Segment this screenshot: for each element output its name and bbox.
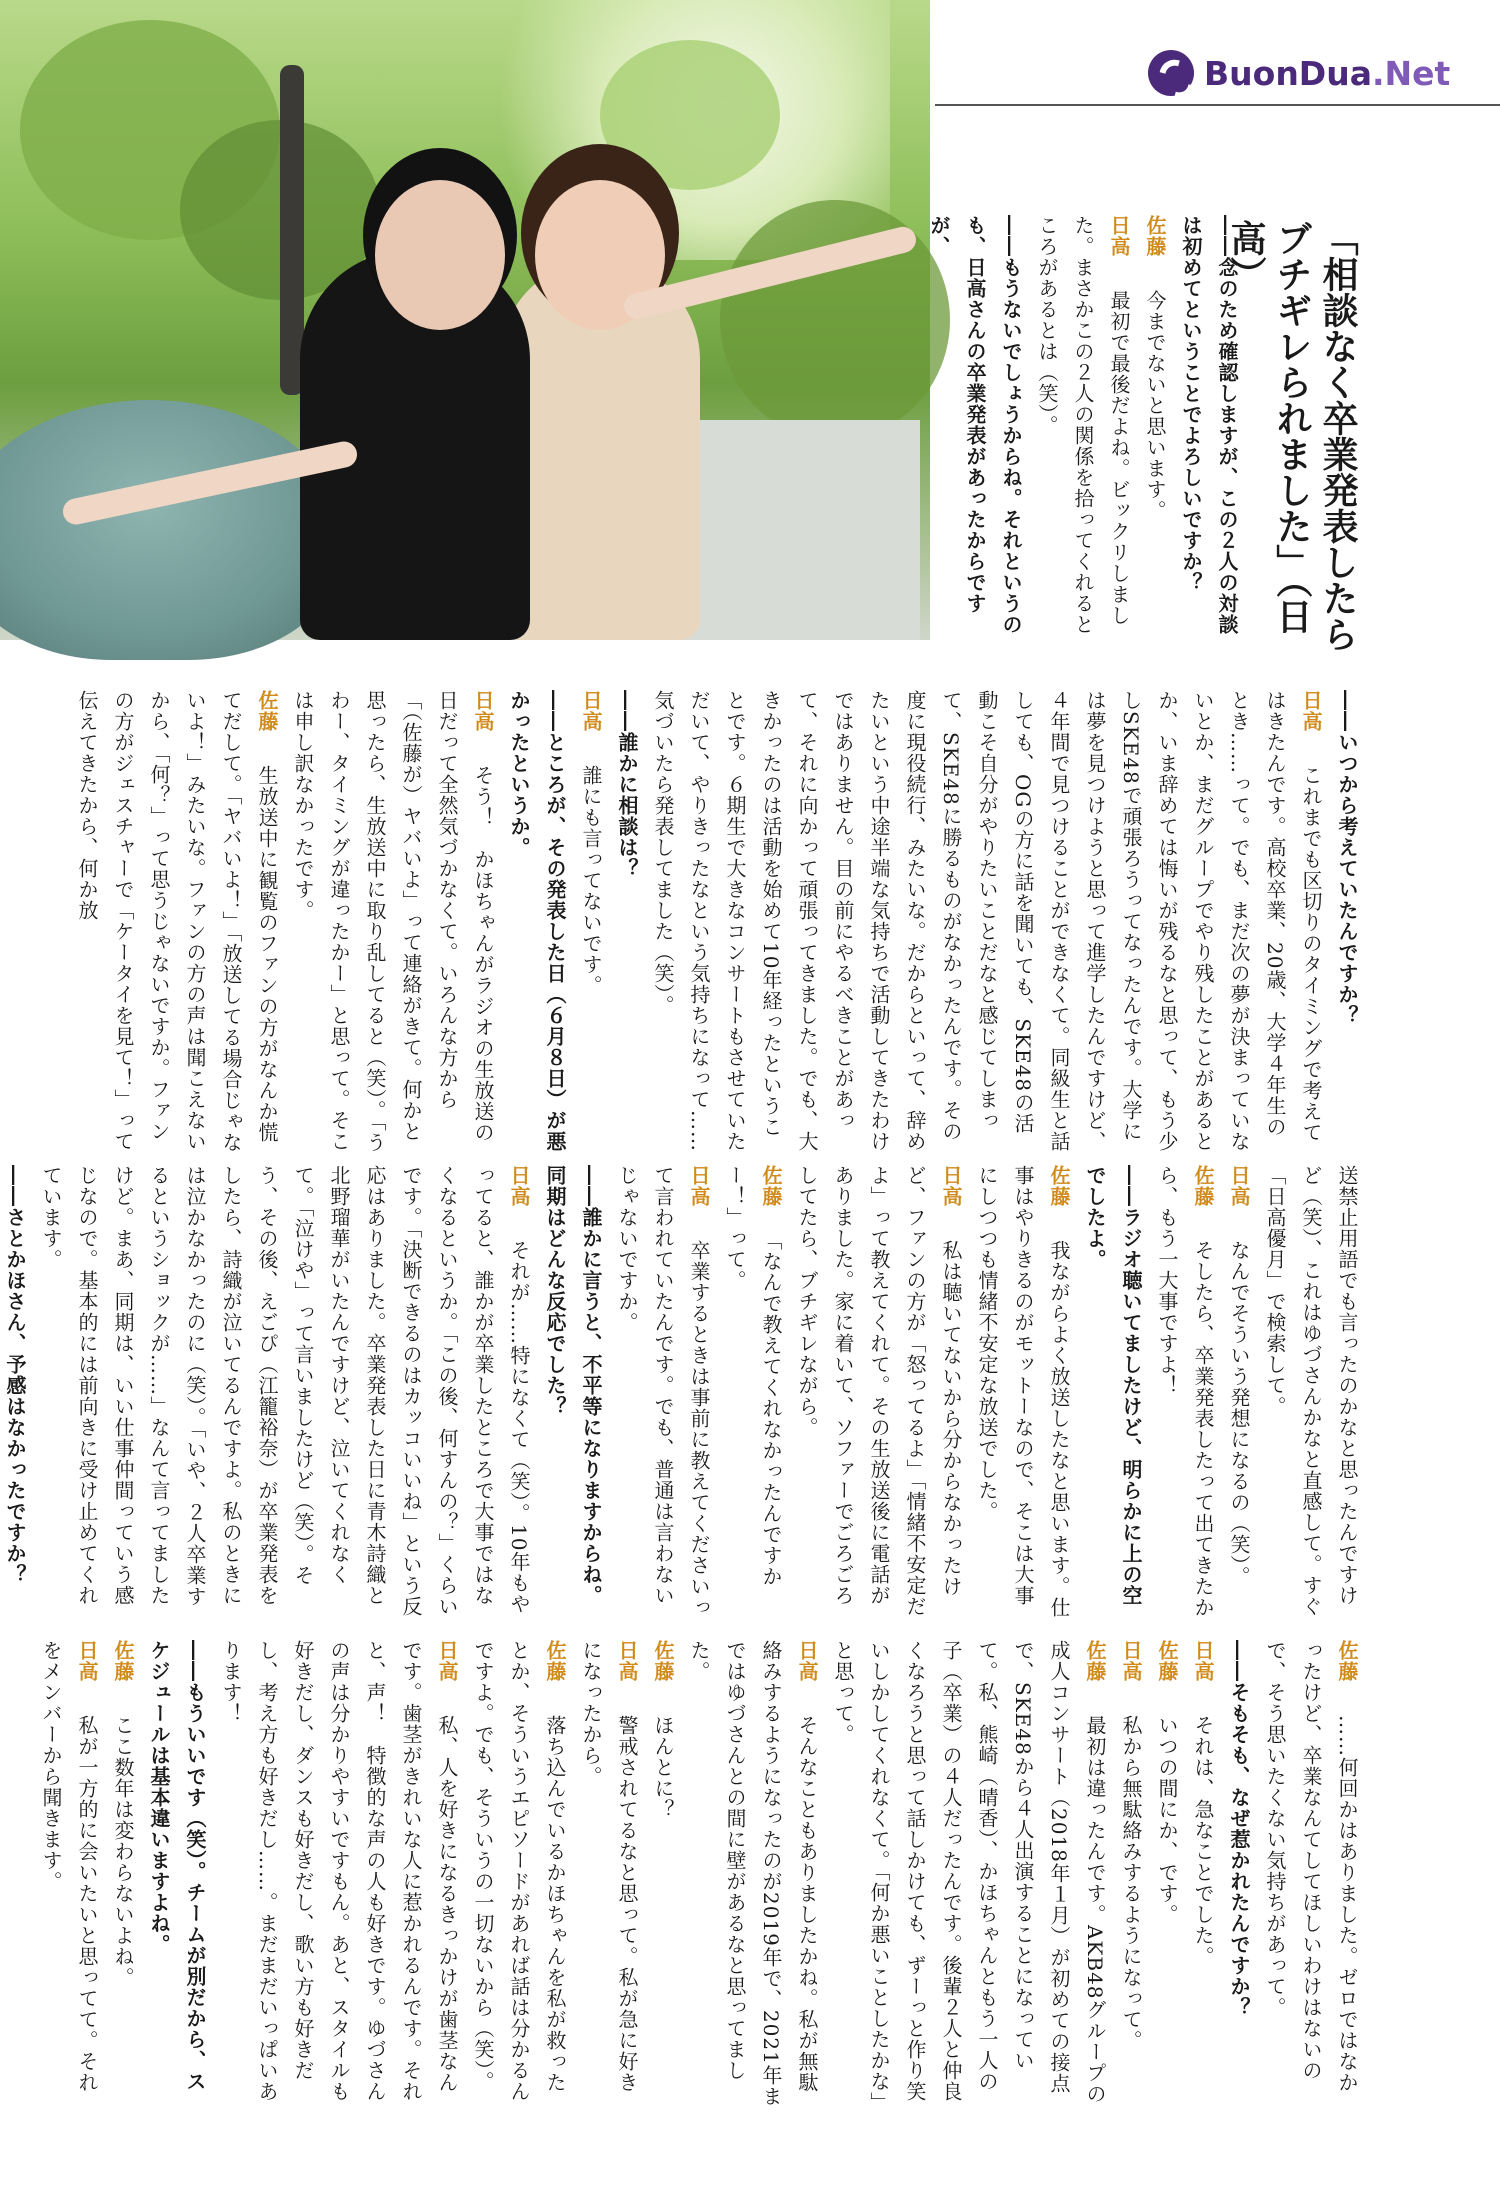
paragraph bbox=[69, 690, 285, 1155]
paragraph bbox=[1029, 215, 1137, 655]
paragraph bbox=[105, 1640, 141, 2110]
speaker-label: 日高 bbox=[75, 1640, 99, 1682]
paragraph bbox=[1137, 215, 1173, 655]
speaker-label: 佐藤 bbox=[255, 690, 279, 732]
speaker-label: 佐藤 bbox=[1047, 1165, 1071, 1207]
paragraph-text: 誰にも言ってないです。 bbox=[579, 765, 603, 996]
paragraph-text: ところが、その発表した日（６月８日）が悪かったというか。 bbox=[507, 690, 567, 1152]
paragraph bbox=[717, 1165, 789, 1625]
text-block-3 bbox=[3, 1165, 1365, 1625]
paragraph bbox=[1113, 1640, 1149, 2110]
paragraph bbox=[1221, 1165, 1257, 1625]
speaker-label: 佐藤 bbox=[1083, 1640, 1107, 1682]
paragraph-text: もういいです（笑）。チームが別だから、スケジュールは基本違いますよね。 bbox=[147, 1640, 207, 2092]
paragraph-text: 誰かに相談は？ bbox=[615, 732, 639, 879]
paragraph bbox=[33, 1165, 537, 1625]
paragraph bbox=[1257, 1165, 1365, 1625]
paragraph-text: 今までないと思います。 bbox=[1143, 290, 1167, 521]
speaker-label: 日高 bbox=[471, 690, 495, 732]
paragraph-text: 最初で最後だよね。ビックリしました。まさかこの２人の関係を拾ってくれるところがあるとは（笑）。 bbox=[1035, 215, 1131, 635]
speaker-label: 日高 bbox=[615, 1640, 639, 1682]
paragraph-text: 私から無駄絡みするようになって。 bbox=[1119, 1715, 1143, 2051]
text-block-1 bbox=[927, 215, 1245, 655]
interviewer-question bbox=[1077, 1165, 1149, 1625]
speaker-label: 日高 bbox=[1299, 690, 1323, 732]
paragraph bbox=[213, 1640, 465, 2110]
paragraph bbox=[1185, 1640, 1221, 2110]
paragraph-text: 警戒されてるなと思って。私が急に好きになったから。 bbox=[579, 1640, 639, 2093]
speaker-label: 日高 bbox=[435, 1640, 459, 1682]
paragraph bbox=[645, 1640, 681, 2110]
paragraph-text: それは、急なことでした。 bbox=[1191, 1715, 1215, 1967]
speaker-label: 日高 bbox=[1227, 1165, 1251, 1207]
paragraph bbox=[465, 1640, 573, 2110]
paragraph-text: これまでも区切りのタイミングで考えてはきたんです。高校卒業、20歳、大学４年生のとき……って。でも、まだ次の夢が決まっていないとか、まだグループでやり残したことがあるとか、いま辞めては悔いが残るなと思って、もう少しSKE48で頑張ろうってなったんです。大学には夢を見つけようと思って進学したんですけど、４年間で見つけることができなくて。同級生と話しても、OGの方に話を聞いても、SKE48の活動こそ自分がやりたいことだなと感じてしまって、SKE48に勝るものがなかったんです。その度に現役続行、みたいな。だからといって、辞めたいという中途半端な気持ちで活動してきたわけではありません。目の前にやるべきことがあって、それに向かって頑張ってきました。でも、大きかったのは活動を始めて10年経ったということです。６期生で大きなコンサートもさせていただいて、やりきったなという気持ちになって……気づいたら発表してました（笑）。 bbox=[651, 690, 1323, 1152]
paragraph bbox=[1149, 1165, 1221, 1625]
photo-sculpture bbox=[0, 400, 340, 660]
speaker-label: 日高 bbox=[579, 690, 603, 732]
paragraph bbox=[969, 1165, 1077, 1625]
paragraph-text: 念のため確認しますが、この２人の対談は初めてということでよろしいですか？ bbox=[1179, 215, 1239, 635]
speaker-label: 佐藤 bbox=[1335, 1640, 1359, 1682]
paragraph bbox=[825, 1640, 1113, 2110]
paragraph bbox=[285, 690, 501, 1155]
speaker-label: 佐藤 bbox=[1155, 1640, 1179, 1682]
paragraph-text: そしたら、卒業発表したって出てきたから、もう一大事ですよ！ bbox=[1155, 1165, 1215, 1618]
interviewer-question bbox=[921, 215, 1029, 655]
paragraph bbox=[573, 1640, 645, 2110]
interviewer-question bbox=[141, 1640, 213, 2110]
paragraph bbox=[1149, 1640, 1185, 2110]
paragraph-text: 誰かに言うと、不平等になりますからね。同期はどんな反応でした？ bbox=[543, 1165, 603, 1606]
paragraph bbox=[33, 1640, 105, 2110]
interviewer-question bbox=[1329, 690, 1365, 1155]
text-block-2 bbox=[75, 690, 1365, 1155]
header-rule bbox=[935, 104, 1500, 106]
speaker-label: 佐藤 bbox=[111, 1640, 135, 1682]
interviewer-question bbox=[537, 1165, 609, 1625]
paragraph-text: 落ち込んでいるかほちゃんを私が救ったとか、そういうエピソードがあれば話は分かるんですよ。でも、そういうの一切ないから（笑）。 bbox=[471, 1640, 567, 2102]
paragraph-text: そんなこともありましたかね。私が無駄絡みするようになったのが2019年で、2021年まではゆづさんとの間に壁があるなと思ってました。 bbox=[687, 1640, 819, 2107]
paragraph bbox=[609, 1165, 717, 1625]
paragraph-text: そもそも、なぜ惹かれたんですか？ bbox=[1227, 1682, 1251, 2018]
paragraph-text: ここ数年は変わらないよね。 bbox=[111, 1715, 135, 1988]
speaker-label: 日高 bbox=[1119, 1640, 1143, 1682]
speaker-label: 日高 bbox=[795, 1640, 819, 1682]
paragraph-text: 私が一方的に会いたいと思ってて。それをメンバーから聞きます。 bbox=[39, 1640, 99, 2093]
paragraph-text: ほんとに？ bbox=[651, 1715, 675, 1820]
paragraph bbox=[645, 690, 1329, 1155]
interviewer-question bbox=[609, 690, 645, 1155]
paragraph-text: それが……特になくて（笑）。10年もやってると、誰かが卒業したところで大事ではなくなるというか。「この後、何すんの？」くらいです。「決断できるのはカッコいいね」という反応はありました。卒業発表した日に青木詩織と北野瑠華がいたんですけど、泣いてくれなくて。「泣けや」って言いましたけど（笑）。そう、その後、えごぴ（江籠裕奈）が卒業発表をしたら、詩織が泣いてるんですよ。私のときには泣かなかったのに（笑）。「いや、２人卒業するというショックが……」なんて言ってましたけど。まあ、同期は、いい仕事仲間っていう感じなので。基本的には前向きに受け止めてくれています。 bbox=[39, 1165, 531, 1617]
logo-tld: .Net bbox=[1371, 53, 1451, 93]
paragraph bbox=[681, 1640, 825, 2110]
paragraph bbox=[789, 1165, 969, 1625]
paragraph-text: ラジオ聴いてましたけど、明らかに上の空でしたよ。 bbox=[1083, 1165, 1143, 1606]
speaker-label: 佐藤 bbox=[1191, 1165, 1215, 1207]
speaker-label: 佐藤 bbox=[1143, 215, 1167, 257]
photo-foliage bbox=[600, 40, 780, 190]
speaker-label: 日高 bbox=[939, 1165, 963, 1207]
paragraph-text: 生放送中に観覧のファンの方がなんか慌てだして。「ヤバいよ！」「放送してる場合じゃないよ！」みたいな。ファンの方の声は聞こえないから、「何？」って思うじゃないですか。ファンの方がジェスチャーで「ケータイを見て！」って伝えてきたから、何か放 bbox=[75, 690, 279, 1153]
cover-photo bbox=[0, 0, 930, 640]
photo-head-left bbox=[375, 180, 505, 330]
logo-icon bbox=[1148, 50, 1194, 96]
interviewer-question bbox=[1221, 1640, 1257, 2110]
speaker-label: 日高 bbox=[687, 1165, 711, 1207]
paragraph-text: さとかほさん、予感はなかったですか？ bbox=[3, 1207, 27, 1585]
logo-brand: BuonDua bbox=[1204, 53, 1372, 93]
interviewer-question bbox=[0, 1165, 33, 1625]
paragraph-text: いつから考えていたんですか？ bbox=[1335, 732, 1359, 1026]
paragraph-text: 卒業するときは事前に教えてくださいって言われていたんです。でも、普通は言わないじゃないですか。 bbox=[615, 1165, 711, 1618]
paragraph-text: 「なんで教えてくれなかったんですかー！」って。 bbox=[723, 1165, 783, 1587]
paragraph bbox=[573, 690, 609, 1155]
paragraph-text: 最初は違ったんです。AKB48グループの成人コンサート（2018年１月）が初めての接点で、SKE48から４人出演することになっていて。私、熊崎（晴香）、かほちゃんともう一人の子（卒業）の４人だったんです。後輩２人と仲良くなろうと思って話しかけても、ずーっと作り笑いしかしてくれなくて。「何か悪いことしたかな」と思って。 bbox=[831, 1640, 1107, 2105]
paragraph-text: いつの間にか、です。 bbox=[1155, 1715, 1179, 1925]
text-block-4 bbox=[39, 1640, 1365, 2110]
paragraph-text: なんでそういう発想になるの（笑）。 bbox=[1227, 1240, 1251, 1587]
speaker-label: 日高 bbox=[1191, 1640, 1215, 1682]
speaker-label: 日高 bbox=[507, 1165, 531, 1207]
paragraph-text: ……何回かはありました。ゼロではなかったけど、卒業なんてしてほしいわけはないので、そう思いたくない気持ちがあって。 bbox=[1263, 1640, 1359, 2093]
paragraph-text: 私は聴いてないから分からなかったけど、ファンの方が「怒ってるよ」「情緒不安定だよ」って教えてくれて。その生放送後に電話がありました。家に着いて、ソファーでごろごろしてたら、ブチギレながら。 bbox=[795, 1165, 963, 1617]
article-headline: 「相談なく卒業発表したらブチギレられました」（日高） bbox=[1225, 220, 1358, 652]
interviewer-question bbox=[1173, 215, 1245, 655]
paragraph bbox=[1257, 1640, 1365, 2110]
paragraph-text: 送禁止用語でも言ったのかなと思ったんですけど（笑）、これはゆづさんかなと直感して。すぐ「日高優月」で検索して。 bbox=[1263, 1165, 1359, 1617]
logo-text bbox=[1204, 54, 1450, 93]
speaker-label: 日高 bbox=[1107, 215, 1131, 257]
speaker-label: 佐藤 bbox=[543, 1640, 567, 1682]
site-logo[interactable] bbox=[1148, 50, 1450, 96]
speaker-label: 佐藤 bbox=[651, 1640, 675, 1682]
interviewer-question bbox=[501, 690, 573, 1155]
paragraph-text: もうないでしょうからね。それというのも、日高さんの卒業発表があったからですが、 bbox=[927, 215, 1023, 635]
paragraph-text: 私、人を好きになるきっかけが歯茎なんです。歯茎がきれいな人に惹かれるんです。それと、声！ 特徴的な声の人も好きです。ゆづさんの声は分かりやすいですもん。あと、スタイルも好きだし、ダンスも好きだし、歌い方も好きだし、考え方も好きだし……。まだまだいっぱいあります！ bbox=[219, 1640, 459, 2102]
paragraph-text: 我ながらよく放送したなと思います。仕事はやりきるのがモットーなので、そこは大事にしつつも情緒不安定な放送でした。 bbox=[975, 1165, 1071, 1618]
paragraph-text: そう！ かほちゃんがラジオの生放送の日だって全然気づかなくて。いろんな方から「（佐藤が）ヤバいよ」って連絡がきて。何かと思ったら、生放送中に取り乱してると（笑）。「うわー、タイミングが違ったかー」と思って。そこは申し訳なかったです。 bbox=[291, 690, 495, 1153]
speaker-label: 佐藤 bbox=[759, 1165, 783, 1207]
